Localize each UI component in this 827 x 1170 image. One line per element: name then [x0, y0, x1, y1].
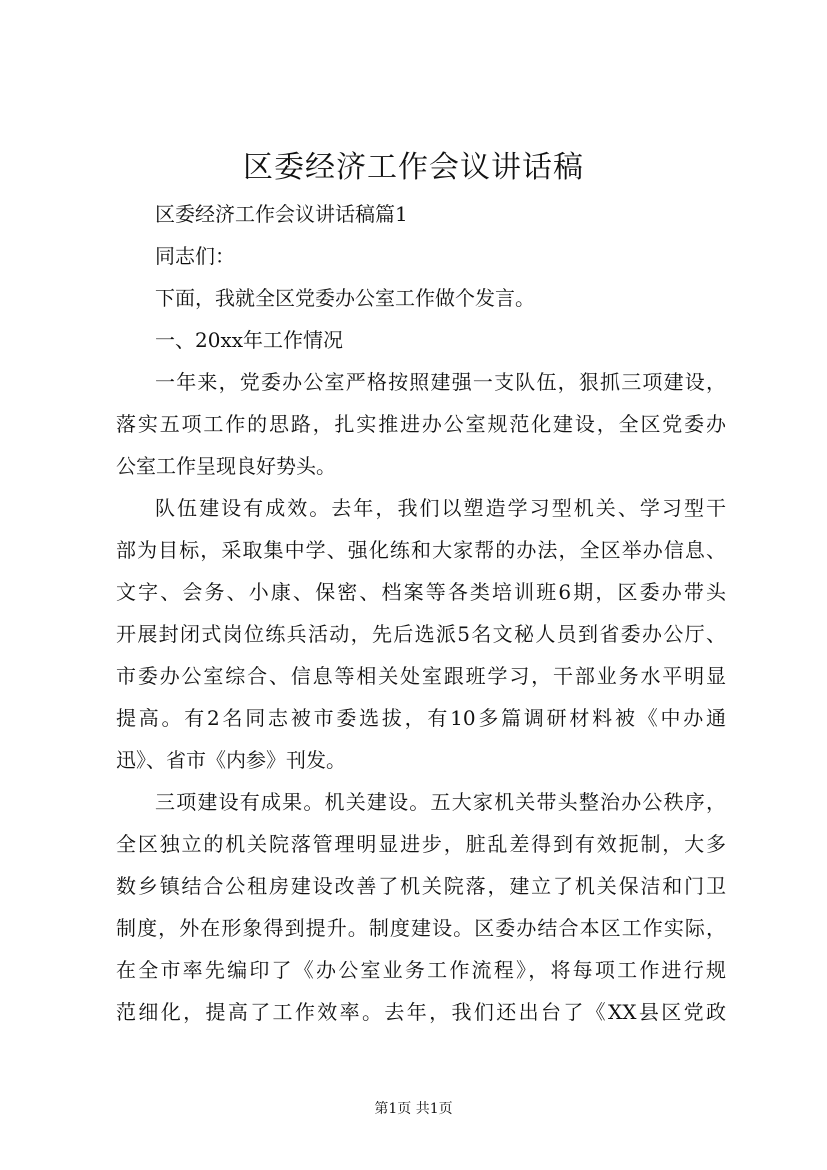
text-line: 制度，外在形象得到提升。制度建设。区委办结合本区工作实际， — [116, 916, 726, 940]
document-title: 区委经济工作会议讲话稿 — [243, 150, 584, 185]
text-line: 市委办公室综合、信息等相关处室跟班学习，干部业务水平明显 — [116, 664, 726, 688]
page-footer: 第1页 共1页 — [374, 1101, 453, 1117]
text-line: 三项建设有成果。机关建设。五大家机关带头整治办公秩序， — [155, 790, 726, 814]
text-line: 部为目标，采取集中学、强化练和大家帮的办法，全区举办信息、 — [116, 538, 726, 562]
text-line: 队伍建设有成效。去年，我们以塑造学习型机关、学习型干 — [155, 496, 726, 520]
text-line: 公室工作呈现良好势头。 — [116, 454, 336, 478]
text-line: 范细化，提高了工作效率。去年，我们还出台了《XX县区党政 — [116, 1000, 726, 1024]
text-line-subtitle: 区委经济工作会议讲话稿篇1 — [155, 202, 408, 226]
text-line: 全区独立的机关院落管理明显进步，脏乱差得到有效扼制，大多 — [116, 832, 726, 856]
text-line: 开展封闭式岗位练兵活动，先后选派5名文秘人员到省委办公厅、 — [116, 622, 726, 646]
text-line: 提高。有2名同志被市委选拔，有10多篇调研材料被《中办通 — [116, 706, 726, 730]
text-line: 一年来，党委办公室严格按照建强一支队伍，狠抓三项建设， — [155, 370, 726, 394]
text-line-heading: 一、20xx年工作情况 — [155, 328, 344, 352]
text-line: 文字、会务、小康、保密、档案等各类培训班6期，区委办带头 — [116, 580, 726, 604]
text-line: 落实五项工作的思路，扎实推进办公室规范化建设，全区党委办 — [116, 412, 726, 436]
text-line: 迅》、省市《内参》刊发。 — [116, 748, 346, 772]
text-line-salutation: 同志们： — [155, 244, 235, 268]
text-line: 数乡镇结合公租房建设改善了机关院落，建立了机关保洁和门卫 — [116, 874, 726, 898]
text-line-intro: 下面，我就全区党委办公室工作做个发言。 — [155, 286, 535, 310]
text-line: 在全市率先编印了《办公室业务工作流程》，将每项工作进行规 — [116, 958, 726, 982]
